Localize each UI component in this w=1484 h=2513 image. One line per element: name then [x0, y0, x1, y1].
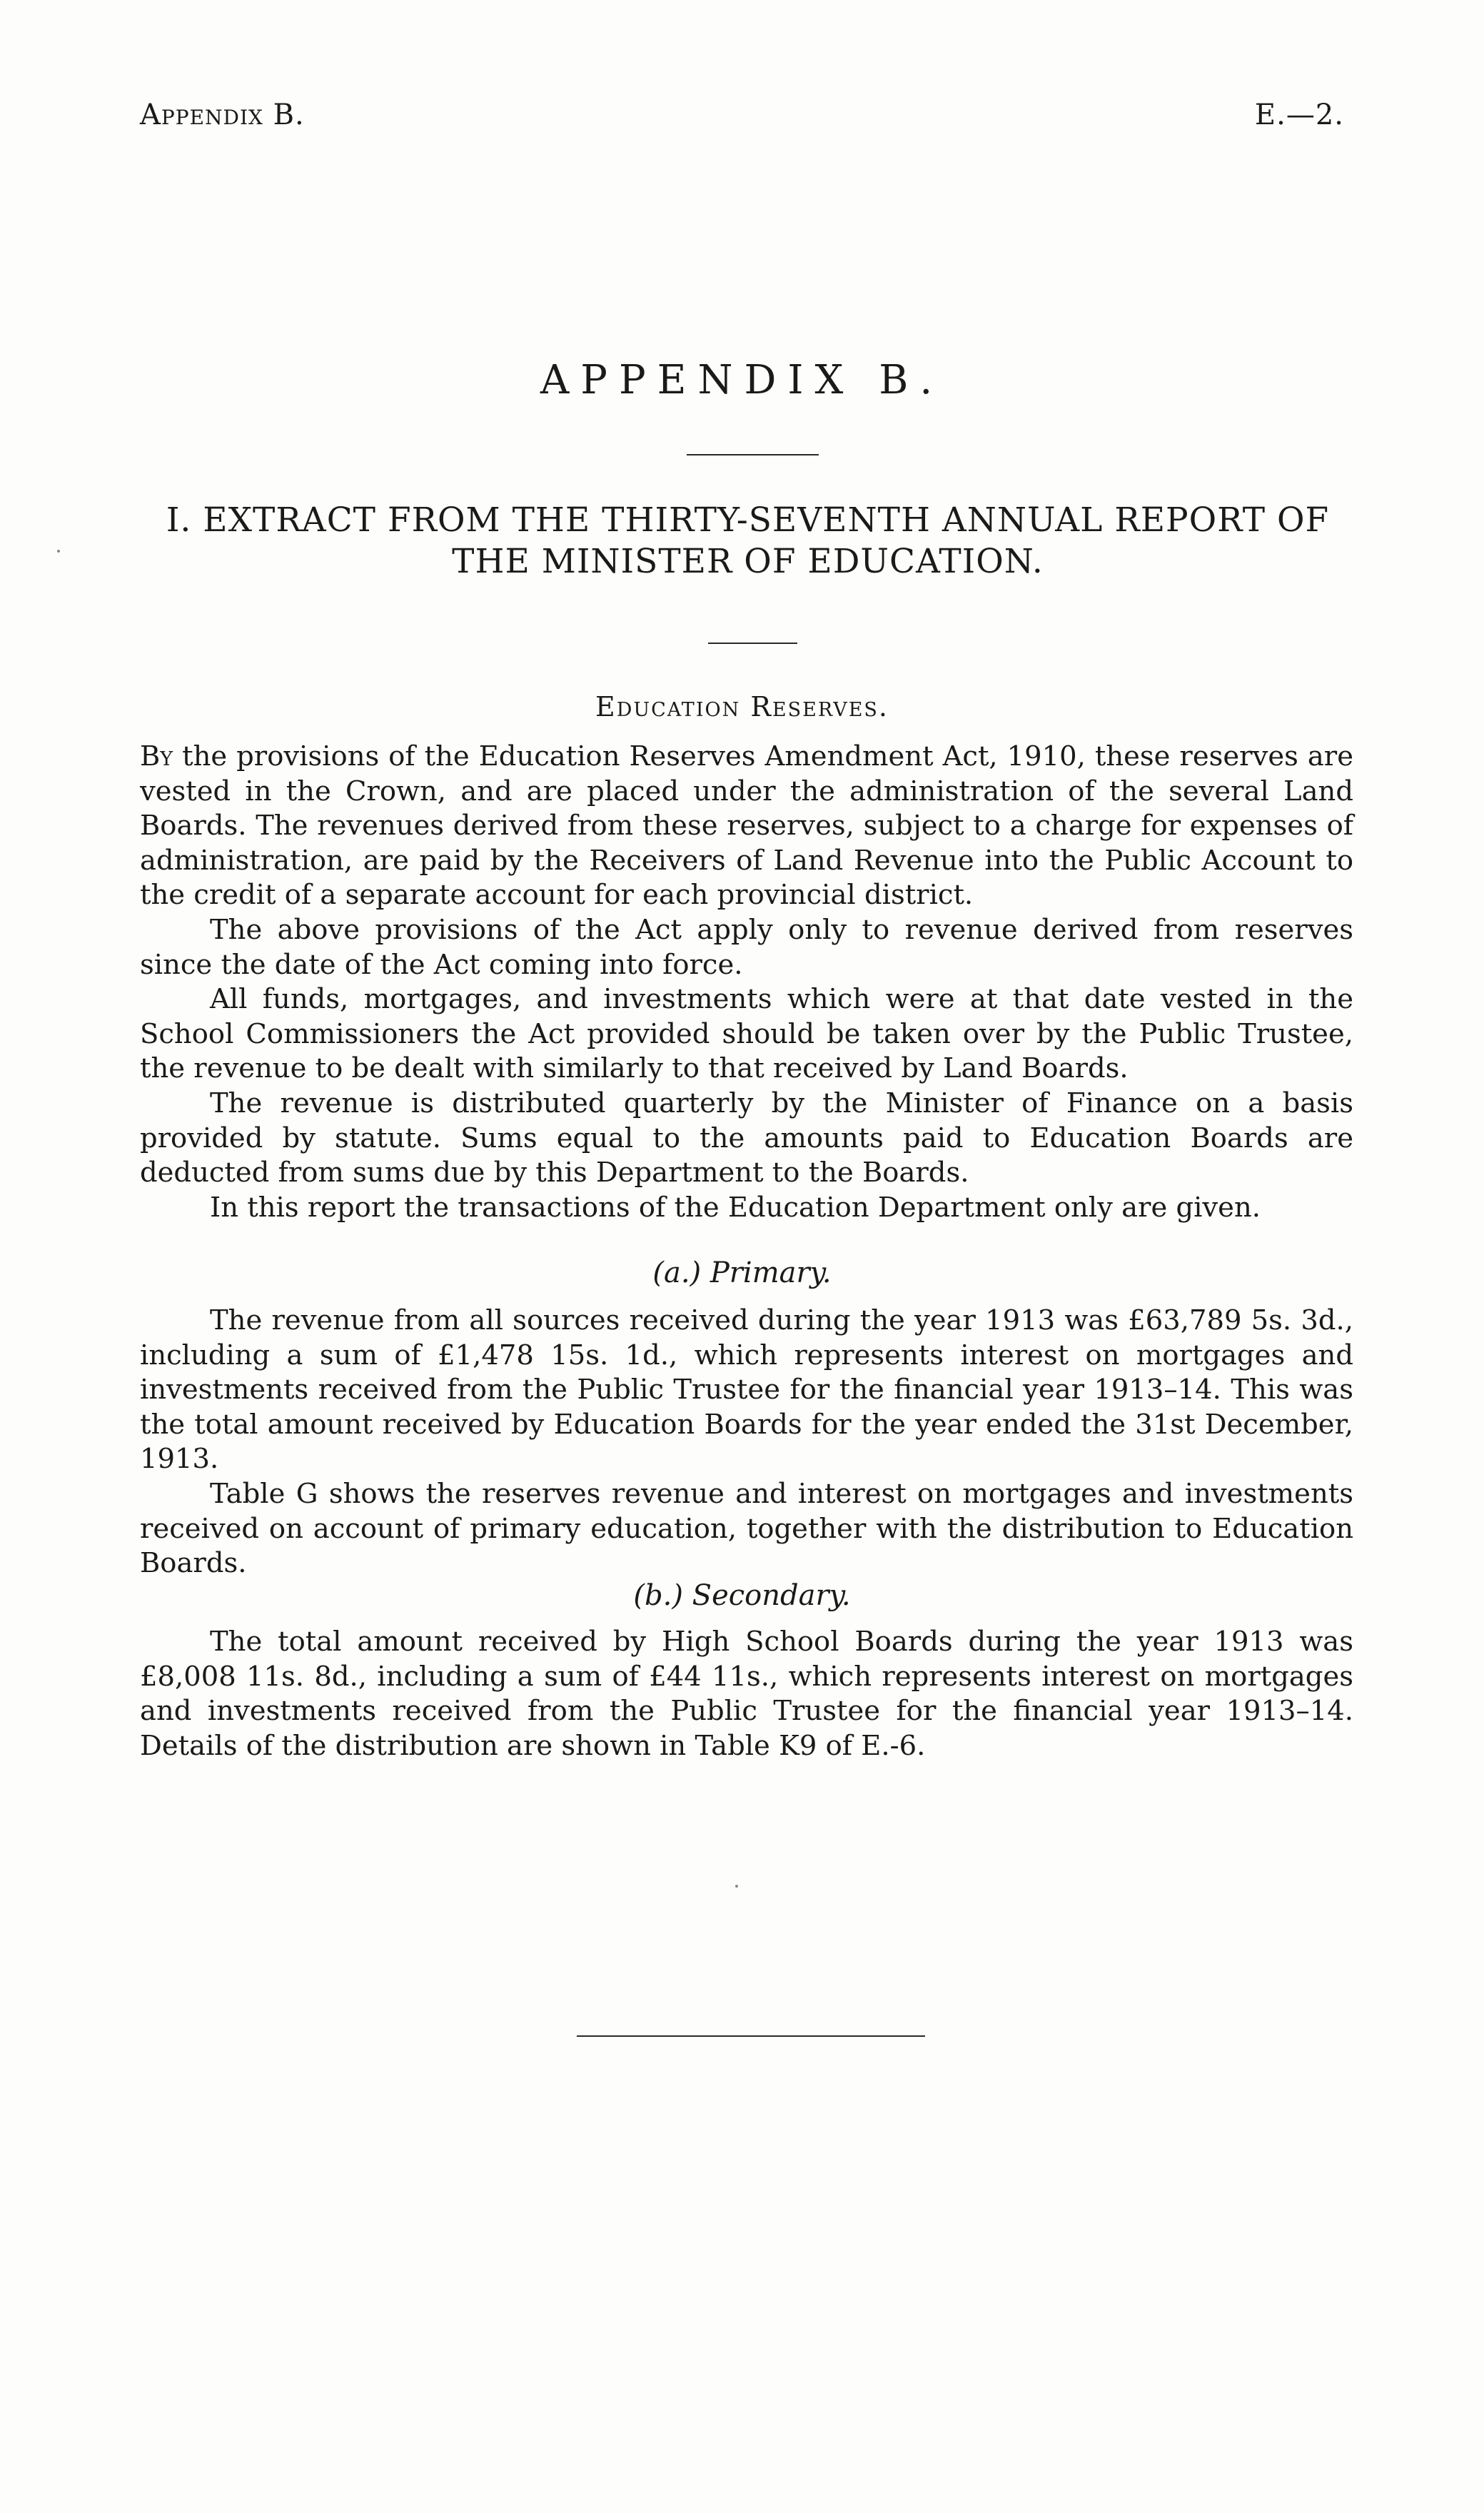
primary-heading: (a.) Primary.	[652, 1256, 832, 1289]
subsection-title: Education Reserves.	[595, 691, 889, 722]
intro-paragraph: All funds, mortgages, and investments which were at that date vested in the School Commissioners the Act provided should be taken over by the Public Trustee, the revenue to be dealt with similarly to that received by Land Boards.	[140, 983, 1353, 1085]
intro-paragraph: The above provisions of the Act apply only to revenue derived from reserves since the date of the Act coming into force.	[140, 913, 1353, 981]
intro-paragraph: In this report the transactions of the Education Department only are given.	[210, 1191, 1261, 1224]
title-divider	[687, 454, 819, 455]
primary-paragraph: The revenue from all sources received during the year 1913 was £63,789 5s. 3d., including a sum of £1,478 15s. 1d., which represents interest on mortgages and investments received from the Public Trustee for the financial year 1913–14. This was the total amount received by Education Boards for the year ended the 31st December, 1913.	[140, 1304, 1353, 1476]
section-divider	[708, 643, 797, 644]
end-rule	[577, 2035, 925, 2037]
intro-paragraph: The revenue is distributed quarterly by the Minister of Finance on a basis provided by statute. Sums equal to the amounts paid to Education Boards are deducted from sums due by this Department to the Boards.	[140, 1087, 1353, 1189]
secondary-text-block	[140, 1625, 1353, 1763]
intro-text-block	[140, 740, 1353, 1225]
drop-lead-word: By	[140, 740, 173, 772]
intro-paragraph	[140, 740, 1353, 913]
print-speck	[735, 1885, 738, 1888]
section-heading: I. EXTRACT FROM THE THIRTY-SEVENTH ANNUAL REPORT OF THE MINISTER OF EDUCATION.	[166, 500, 1330, 581]
running-header	[140, 99, 1344, 141]
paragraph-text: the provisions of the Education Reserves Amendment Act, 1910, these reserves are vested in the Crown, and are placed under the administration of the several Land Boards. The revenues derived from these reserves, subject to a charge for expenses of administration, are paid by the Receivers of Land Revenue into the Public Account to the credit of a separate account for each provincial district.	[140, 740, 1353, 912]
appendix-title: APPENDIX B.	[540, 357, 944, 403]
primary-paragraph: Table G shows the reserves revenue and interest on mortgages and investments received on account of primary education, together with the distribution to Education Boards.	[140, 1477, 1353, 1580]
running-header-left: Appendix B.	[140, 99, 305, 131]
secondary-paragraph: The total amount received by High School Boards during the year 1913 was £8,008 11s. 8d., including a sum of £44 11s., which represents interest on mortgages and investments received from the Public Trustee for the financial year 1913–14. Details of the distribution are shown in Table K9 of E.-6.	[140, 1626, 1353, 1762]
secondary-heading: (b.) Secondary.	[633, 1579, 851, 1612]
primary-text-block	[140, 1304, 1353, 1581]
running-header-right: E.—2.	[1254, 99, 1344, 131]
print-speck	[57, 550, 60, 553]
